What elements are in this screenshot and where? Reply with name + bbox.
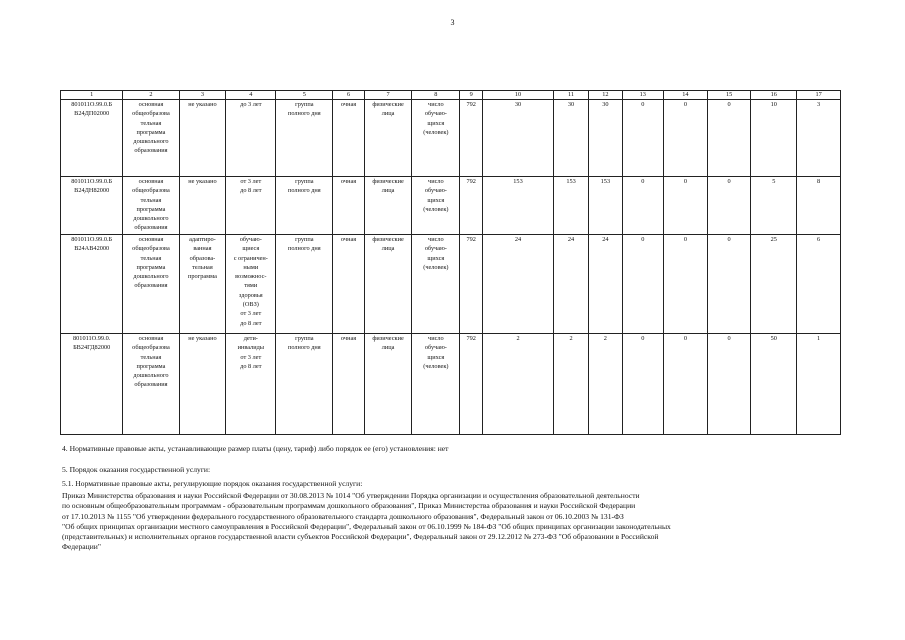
table-cell: группа полного дня <box>276 177 333 235</box>
table-row <box>61 334 841 435</box>
table-cell: до 3 лет <box>226 100 276 177</box>
table-cell: 0 <box>707 100 751 177</box>
table-cell: 153 <box>553 177 588 235</box>
table-cell: 2 <box>553 334 588 435</box>
section-5-heading: 5. Порядок оказания государственной услуги: <box>62 465 211 474</box>
table-cell: 801011О.99.0.Б В24АВ42000 <box>61 235 123 334</box>
table-cell: 801011О.99.0.Б В24ДП02000 <box>61 100 123 177</box>
header-cell: 12 <box>589 91 622 100</box>
table-cell: физические лица <box>364 334 412 435</box>
table-cell: не указано <box>179 100 226 177</box>
table-cell: 153 <box>483 177 554 235</box>
table-cell: 153 <box>589 177 622 235</box>
table-cell: 792 <box>460 177 483 235</box>
table-cell: 24 <box>589 235 622 334</box>
table-cell: 6 <box>797 235 841 334</box>
table-cell: число обучаю- щихся (человек) <box>412 100 460 177</box>
table-header-row <box>61 91 841 100</box>
table-cell: 792 <box>460 100 483 177</box>
table-cell: очная <box>333 177 364 235</box>
header-cell: 10 <box>483 91 554 100</box>
header-cell: 1 <box>61 91 123 100</box>
table-cell: 30 <box>589 100 622 177</box>
header-cell: 16 <box>751 91 797 100</box>
table-cell: не указано <box>179 177 226 235</box>
table-cell: 8 <box>797 177 841 235</box>
table-cell: дети- инвалиды от 3 лет до 8 лет <box>226 334 276 435</box>
table-cell: основная общеобразова тельная программа дошкольного образования <box>123 177 179 235</box>
table-cell: 0 <box>707 235 751 334</box>
table-cell: число обучаю- щихся (человек) <box>412 334 460 435</box>
section-5-1-heading: 5.1. Нормативные правовые акты, регулирующие порядок оказания государственной услуги: <box>62 479 363 488</box>
table-cell: основная общеобразова тельная программа дошкольного образования <box>123 100 179 177</box>
table-cell: основная общеобразова тельная программа дошкольного образования <box>123 235 179 334</box>
table-cell: 25 <box>751 235 797 334</box>
table-cell: 0 <box>707 177 751 235</box>
table-cell: 30 <box>553 100 588 177</box>
header-cell: 8 <box>412 91 460 100</box>
table-cell: от 3 лет до 8 лет <box>226 177 276 235</box>
table-cell: 5 <box>751 177 797 235</box>
table-cell: 0 <box>622 177 664 235</box>
table-cell: 0 <box>622 235 664 334</box>
table-cell: не указано <box>179 334 226 435</box>
header-cell: 3 <box>179 91 226 100</box>
table-cell: основная общеобразова тельная программа дошкольного образования <box>123 334 179 435</box>
header-cell: 9 <box>460 91 483 100</box>
table-cell: физические лица <box>364 235 412 334</box>
table-cell: 2 <box>589 334 622 435</box>
table-cell: очная <box>333 100 364 177</box>
page-number: 3 <box>450 18 455 27</box>
table-cell: группа полного дня <box>276 100 333 177</box>
header-cell: 2 <box>123 91 179 100</box>
table-cell: физические лица <box>364 100 412 177</box>
table-cell: обучаю- щиеся с ограничен- ными возможнос- тями здоровья (ОВЗ) от 3 лет до 8 лет <box>226 235 276 334</box>
table-cell: 0 <box>622 334 664 435</box>
table-cell: 792 <box>460 235 483 334</box>
table-cell: 0 <box>664 100 708 177</box>
table-cell: число обучаю- щихся (человек) <box>412 235 460 334</box>
table-row <box>61 177 841 235</box>
table-cell: группа полного дня <box>276 235 333 334</box>
table-cell: 0 <box>707 334 751 435</box>
header-cell: 17 <box>797 91 841 100</box>
table-cell: очная <box>333 235 364 334</box>
header-cell: 7 <box>364 91 412 100</box>
table-cell: 24 <box>483 235 554 334</box>
table-cell: физические лица <box>364 177 412 235</box>
table-cell: 10 <box>751 100 797 177</box>
header-cell: 4 <box>226 91 276 100</box>
section-4-paragraph: 4. Нормативные правовые акты, устанавливающие размер платы (цену, тариф) либо порядок ее (его) установления: нет <box>62 444 449 453</box>
table-cell: 30 <box>483 100 554 177</box>
table-row <box>61 235 841 334</box>
table-cell: 0 <box>664 235 708 334</box>
table-cell: 2 <box>483 334 554 435</box>
header-cell: 11 <box>553 91 588 100</box>
header-cell: 15 <box>707 91 751 100</box>
header-cell: 13 <box>622 91 664 100</box>
table-cell: 1 <box>797 334 841 435</box>
table-cell: 0 <box>622 100 664 177</box>
table-cell: 801011О.99.0.Б В24ДН82000 <box>61 177 123 235</box>
table-cell: 3 <box>797 100 841 177</box>
table-cell: группа полного дня <box>276 334 333 435</box>
header-cell: 6 <box>333 91 364 100</box>
header-cell: 5 <box>276 91 333 100</box>
table-cell: число обучаю- щихся (человек) <box>412 177 460 235</box>
table-cell: очная <box>333 334 364 435</box>
table-cell: 24 <box>553 235 588 334</box>
table-cell: 50 <box>751 334 797 435</box>
legal-acts-text: Приказ Министерства образования и науки Российской Федерации от 30.08.2013 № 1014 "Об утверждении Порядка организации и осуществления образовательной деятельности по основным общеобразовательным программам - образовательным программам дошкольного образования", Приказ Министерства образования и науки Российской Федерации от 17.10.2013 № 1155 "Об утверждении федерального государственного образовательного стандарта дошкольного образования", Федеральный закон от 06.10.2003 № 131-ФЗ "Об общих принципах организации местного самоуправления в Российской Федерации", Федеральный закон от 06.10.1999 № 184-ФЗ "Об общих принципах организации законодательных (представительных) и исполнительных органов государственной власти субъектов Российской Федерации", Федеральный закон от 29.12.2012 № 273-ФЗ "Об образовании в Российской Федерации" <box>62 491 671 552</box>
data-table <box>60 90 841 435</box>
table-cell: 0 <box>664 334 708 435</box>
table-cell: 801011О.99.0. БВ24ГД82000 <box>61 334 123 435</box>
table-cell: адаптиро- ванная образова- тельная программа <box>179 235 226 334</box>
header-cell: 14 <box>664 91 708 100</box>
table-cell: 792 <box>460 334 483 435</box>
table-row <box>61 100 841 177</box>
table-cell: 0 <box>664 177 708 235</box>
